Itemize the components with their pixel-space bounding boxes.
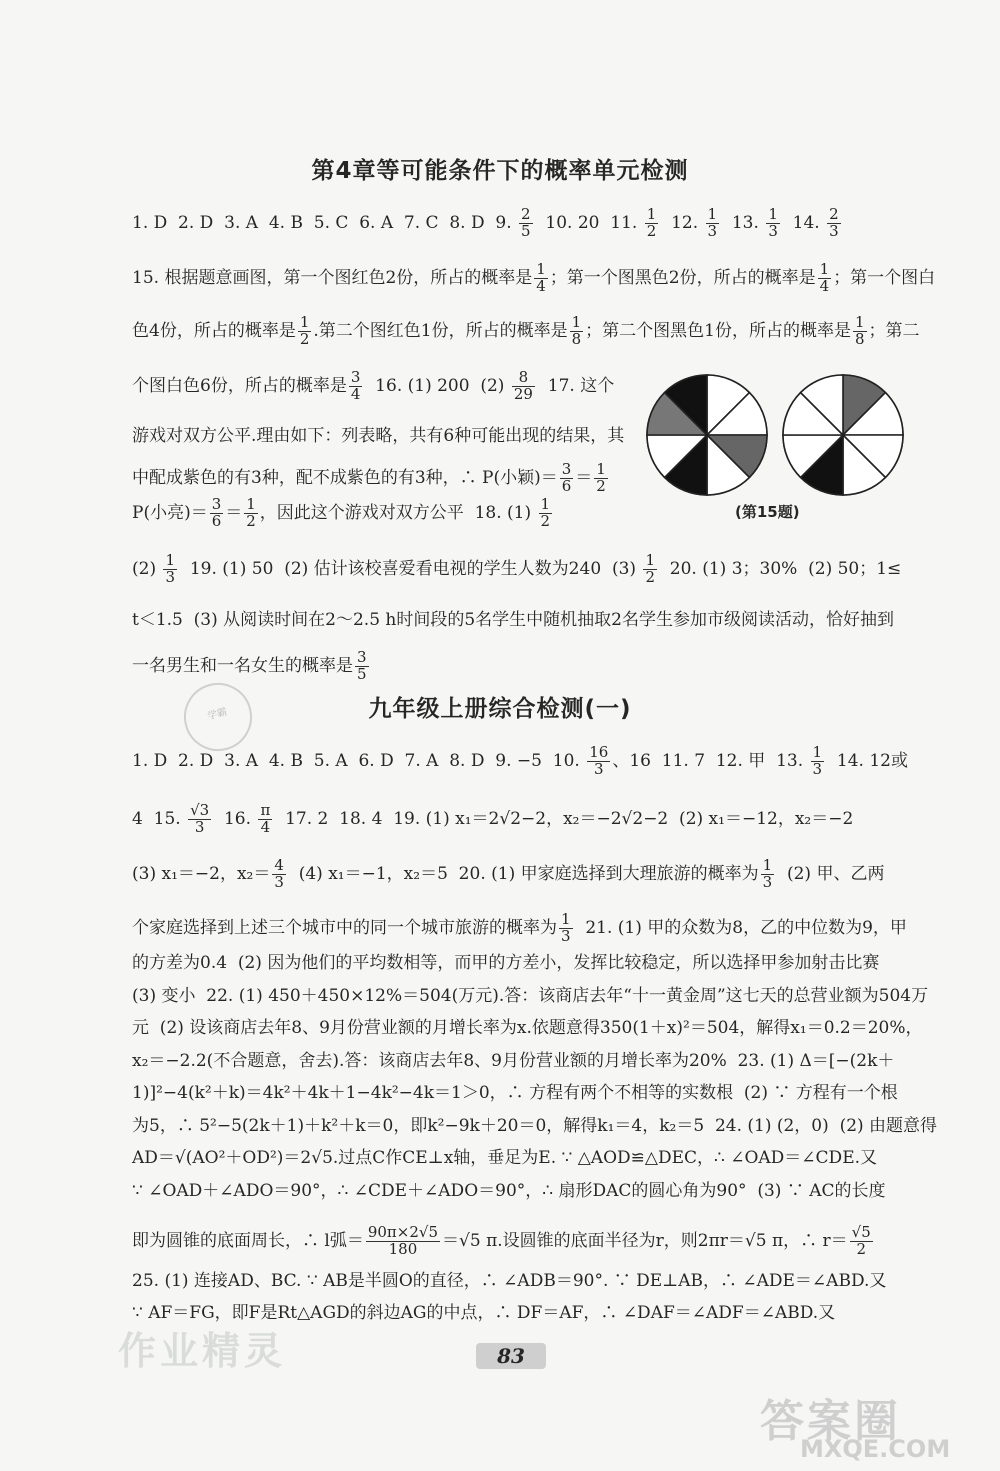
text-run: 15. 根据题意画图，第一个图红色2份，所占的概率是 bbox=[132, 267, 533, 288]
figure-caption: (第15题) bbox=[735, 503, 800, 521]
page-number: 83 bbox=[476, 1343, 546, 1369]
text-run: 1. D 2. D 3. A 4. B 5. C 6. A 7. C 8. D 9. bbox=[132, 212, 518, 233]
fraction bbox=[766, 207, 780, 240]
text-run: 13. bbox=[721, 212, 765, 233]
numerator: 1 bbox=[812, 743, 823, 761]
fraction bbox=[244, 497, 258, 530]
fraction bbox=[519, 207, 533, 240]
denominator: 8 bbox=[571, 329, 582, 348]
s2-line-2 bbox=[132, 803, 912, 836]
text-run: 4 15. bbox=[132, 808, 187, 829]
fraction bbox=[811, 745, 825, 778]
denominator: 3 bbox=[594, 759, 604, 778]
denominator: 3 bbox=[762, 872, 773, 891]
s1-line-3 bbox=[132, 313, 920, 348]
text-run: 17. 这个 bbox=[536, 375, 615, 396]
text-run: 1)]²−4(k²＋k)＝4k²＋4k＋1−4k²−4k＝1＞0，∴ 方程有两个不相等的实数根 (2) ∵ 方程有一个根 bbox=[132, 1083, 898, 1103]
numerator: 1 bbox=[540, 495, 551, 513]
fraction bbox=[258, 803, 272, 836]
text-run: 1. D 2. D 3. A 4. B 5. A 6. D 7. A 8. D 9. −5 10. bbox=[132, 750, 586, 771]
denominator: 3 bbox=[707, 221, 718, 240]
numerator: 3 bbox=[357, 648, 367, 666]
fraction bbox=[559, 912, 573, 945]
s1-line-6 bbox=[132, 460, 606, 495]
numerator: 1 bbox=[571, 313, 582, 331]
s2-line-9 bbox=[132, 1085, 912, 1102]
text-run: ∵ ∠OAD＋∠ADO＝90°，∴ ∠CDE＋∠ADO＝90°，∴ 扇形DAC的圆心角为90° (3) ∵ AC的长度 bbox=[132, 1181, 886, 1201]
s2-line-11 bbox=[132, 1150, 912, 1167]
fraction bbox=[850, 1225, 873, 1258]
s1-line-10 bbox=[132, 650, 912, 683]
numerator: 3 bbox=[211, 495, 222, 513]
fraction bbox=[643, 553, 657, 586]
watermark-right: 答案圈 bbox=[760, 1396, 901, 1447]
text-run: 20. (1) 3；30% (2) 50；1≤ bbox=[658, 558, 902, 579]
numerator: 4 bbox=[274, 856, 284, 874]
numerator: √5 bbox=[851, 1223, 871, 1241]
denominator: 2 bbox=[646, 221, 657, 240]
fraction bbox=[818, 262, 832, 295]
fraction bbox=[853, 315, 867, 348]
s2-line-8 bbox=[132, 1053, 912, 1070]
spinner-1 bbox=[647, 375, 767, 495]
text-run: ；第一个图白 bbox=[833, 267, 936, 288]
s2-line-3 bbox=[132, 858, 912, 891]
numerator: 3 bbox=[350, 368, 361, 386]
denominator: 3 bbox=[194, 817, 205, 836]
fraction bbox=[188, 803, 211, 836]
text-run: 19. (1) 50 (2) 估计该校喜爱看电视的学生人数为240 (3) bbox=[179, 558, 642, 579]
numerator: 90π×2√5 bbox=[367, 1223, 439, 1241]
s2-line-12 bbox=[132, 1183, 912, 1200]
denominator: 4 bbox=[819, 276, 830, 295]
denominator: 4 bbox=[350, 384, 361, 403]
s1-line-2 bbox=[132, 260, 936, 295]
s2-line-1 bbox=[132, 745, 912, 778]
text-run: 元 (2) 设该商店去年8、9月份营业额的月增长率为x.依题意得350(1＋x)²＝504，解得x₁＝0.2＝20%， bbox=[132, 1018, 923, 1038]
text-run: 14. 12或 bbox=[826, 750, 908, 771]
denominator: 3 bbox=[165, 567, 176, 586]
text-run: ∵ AF＝FG，即F是Rt△AGD的斜边AG的中点，∴ DF＝AF，∴ ∠DAF＝∠ADF＝∠ABD.又 bbox=[132, 1303, 836, 1323]
numerator: 16 bbox=[589, 743, 609, 761]
numerator: 1 bbox=[299, 313, 310, 331]
s2-line-5 bbox=[132, 955, 912, 972]
fraction bbox=[645, 207, 659, 240]
text-run: ＝√5 π.设圆锥的底面半径为r，则2πr＝√5 π，∴ r＝ bbox=[442, 1230, 848, 1251]
denominator: 2 bbox=[596, 476, 606, 495]
s2-line-7 bbox=[132, 1018, 923, 1038]
s1-line-5 bbox=[132, 426, 625, 446]
s2-line-13 bbox=[132, 1225, 912, 1258]
text-run: 10. 20 11. bbox=[534, 212, 643, 233]
text-run: (2) bbox=[132, 558, 162, 579]
s2-line-14 bbox=[132, 1273, 912, 1290]
text-run: 25. (1) 连接AD、BC. ∵ AB是半圆O的直径，∴ ∠ADB＝90°. ∵ DE⊥AB，∴ ∠ADE＝∠ABD.又 bbox=[132, 1271, 887, 1291]
watermark-url: MXQE.COM bbox=[800, 1435, 951, 1463]
text-run: 16. (1) 200 (2) bbox=[364, 375, 510, 396]
numerator: 1 bbox=[762, 856, 773, 874]
text-run: 12. bbox=[660, 212, 704, 233]
text-run: 为5，∴ 5²−5(2k＋1)＋k²＋k＝0，即k²−9k＋20＝0，解得k₁＝4，k₂＝5 24. (1) (2，0) (2) 由题意得 bbox=[132, 1116, 938, 1136]
s2-line-10 bbox=[132, 1116, 938, 1136]
fraction bbox=[587, 745, 610, 778]
text-run: AD＝√(AO²＋OD²)＝2√5.过点C作CE⊥x轴，垂足为E. ∵ △AOD≌△DEC，∴ ∠OAD＝∠CDE.又 bbox=[132, 1148, 878, 1168]
section-title-comprehensive: 九年级上册综合检测(一) bbox=[368, 696, 632, 722]
text-run: 个家庭选择到上述三个城市中的同一个城市旅游的概率为 bbox=[132, 917, 557, 938]
denominator: 2 bbox=[856, 1239, 866, 1258]
text-run: (4) x₁＝−1，x₂＝5 20. (1) 甲家庭选择到大理旅游的概率为 bbox=[287, 863, 759, 884]
fraction bbox=[761, 858, 775, 891]
numerator: √3 bbox=[190, 801, 210, 819]
denominator: 180 bbox=[388, 1239, 418, 1258]
denominator: 29 bbox=[513, 384, 533, 403]
text-run: ；第一个图黑色2份，所占的概率是 bbox=[549, 267, 816, 288]
denominator: 3 bbox=[561, 926, 571, 945]
denominator: 4 bbox=[536, 276, 546, 295]
fraction bbox=[560, 462, 574, 495]
numerator: 1 bbox=[645, 551, 655, 569]
s1-line-7 bbox=[132, 497, 602, 530]
text-run: 、16 11. 7 12. 甲 13. bbox=[612, 750, 809, 771]
numerator: 1 bbox=[707, 205, 718, 223]
text-run: ＝ bbox=[225, 502, 243, 523]
text-run: 即为圆锥的底面周长，∴ l弧＝ bbox=[132, 1230, 364, 1251]
text-run: (2) 甲、乙两 bbox=[776, 863, 885, 884]
watermark-left: 作业精灵 bbox=[118, 1329, 287, 1373]
fraction bbox=[366, 1225, 440, 1258]
numerator: 1 bbox=[165, 551, 176, 569]
fraction bbox=[272, 858, 286, 891]
fraction bbox=[355, 650, 369, 683]
fraction bbox=[210, 497, 224, 530]
text-run: 的方差为0.4 (2) 因为他们的平均数相等，而甲的方差小，发挥比较稳定，所以选择甲参加射击比赛 bbox=[132, 953, 880, 973]
denominator: 5 bbox=[521, 221, 531, 240]
fraction bbox=[349, 370, 363, 403]
text-run: (3) x₁＝−2，x₂＝ bbox=[132, 863, 271, 884]
text-run: 色4份，所占的概率是 bbox=[132, 320, 296, 341]
numerator: 2 bbox=[829, 205, 839, 223]
text-run: (3) 变小 22. (1) 450＋450×12%＝504(万元).答：该商店去年“十一黄金周”这七天的总营业额为504万 bbox=[132, 986, 929, 1006]
fraction bbox=[570, 315, 584, 348]
denominator: 2 bbox=[246, 511, 256, 530]
stamp-text: 学霸 bbox=[206, 706, 229, 723]
text-run: ；第二个图黑色1份，所占的概率是 bbox=[585, 320, 851, 341]
numerator: 3 bbox=[561, 460, 572, 478]
numerator: 2 bbox=[521, 205, 531, 223]
fraction bbox=[539, 497, 553, 530]
numerator: 1 bbox=[561, 910, 571, 928]
numerator: π bbox=[260, 801, 271, 819]
text-run: 21. (1) 甲的众数为8，乙的中位数为9，甲 bbox=[574, 917, 907, 938]
fraction bbox=[827, 207, 841, 240]
numerator: 1 bbox=[596, 460, 606, 478]
text-run: ＝ bbox=[575, 467, 593, 488]
numerator: 1 bbox=[854, 313, 865, 331]
numerator: 1 bbox=[819, 260, 830, 278]
s1-line-9 bbox=[132, 612, 912, 629]
text-run: x₂＝−2.2(不合题意，舍去).答：该商店去年8、9月份营业额的月增长率为20% 23. (1) Δ＝[−(2k＋ bbox=[132, 1051, 895, 1071]
denominator: 8 bbox=[854, 329, 865, 348]
denominator: 5 bbox=[357, 664, 367, 683]
s1-line-1 bbox=[132, 207, 912, 240]
fraction bbox=[534, 262, 548, 295]
text-run: 游戏对双方公平.理由如下：列表略，共有6种可能出现的结果，其 bbox=[132, 426, 625, 446]
numerator: 8 bbox=[512, 370, 535, 387]
text-run: P(小亮)＝ bbox=[132, 502, 208, 523]
s1-line-8 bbox=[132, 553, 912, 586]
denominator: 2 bbox=[540, 511, 551, 530]
numerator: 1 bbox=[646, 205, 657, 223]
text-run: 个图白色6份，所占的概率是 bbox=[132, 375, 347, 396]
numerator: 1 bbox=[246, 495, 256, 513]
section-title-chapter4: 第4章等可能条件下的概率单元检测 bbox=[311, 158, 689, 184]
text-run: t＜1.5 (3) 从阅读时间在2～2.5 h时间段的5名学生中随机抽取2名学生参加市级阅读活动，恰好抽到 bbox=[132, 610, 894, 630]
s1-line-4 bbox=[132, 368, 615, 403]
text-run: 一名男生和一名女生的概率是 bbox=[132, 655, 353, 676]
text-run: ，因此这个游戏对双方公平 18. (1) bbox=[259, 502, 537, 523]
denominator: 2 bbox=[645, 567, 655, 586]
denominator: 3 bbox=[768, 221, 778, 240]
text-run: 16. bbox=[213, 808, 257, 829]
text-run: 中配成紫色的有3种，配不成紫色的有3种，∴ P(小颖)＝ bbox=[132, 467, 558, 488]
fraction bbox=[706, 207, 720, 240]
text-run: ；第二 bbox=[868, 320, 920, 341]
denominator: 6 bbox=[211, 511, 222, 530]
denominator: 6 bbox=[561, 476, 572, 495]
s2-line-6 bbox=[132, 986, 929, 1006]
denominator: 3 bbox=[274, 872, 284, 891]
denominator: 3 bbox=[812, 759, 823, 778]
numerator: 1 bbox=[768, 205, 778, 223]
text-run: 17. 2 18. 4 19. (1) x₁＝2√2−2，x₂＝−2√2−2 (2) x₁＝−12，x₂＝−2 bbox=[274, 808, 854, 829]
numerator: 1 bbox=[536, 260, 546, 278]
s2-line-4 bbox=[132, 912, 912, 945]
text-run: 14. bbox=[781, 212, 826, 233]
fraction bbox=[512, 370, 535, 403]
text-run: .第二个图红色1份，所占的概率是 bbox=[313, 320, 568, 341]
fraction bbox=[298, 315, 312, 348]
denominator: 2 bbox=[299, 329, 310, 348]
spinner-2 bbox=[783, 375, 903, 495]
fraction bbox=[594, 462, 608, 495]
fraction bbox=[163, 553, 177, 586]
denominator: 4 bbox=[260, 817, 271, 836]
denominator: 3 bbox=[829, 221, 839, 240]
